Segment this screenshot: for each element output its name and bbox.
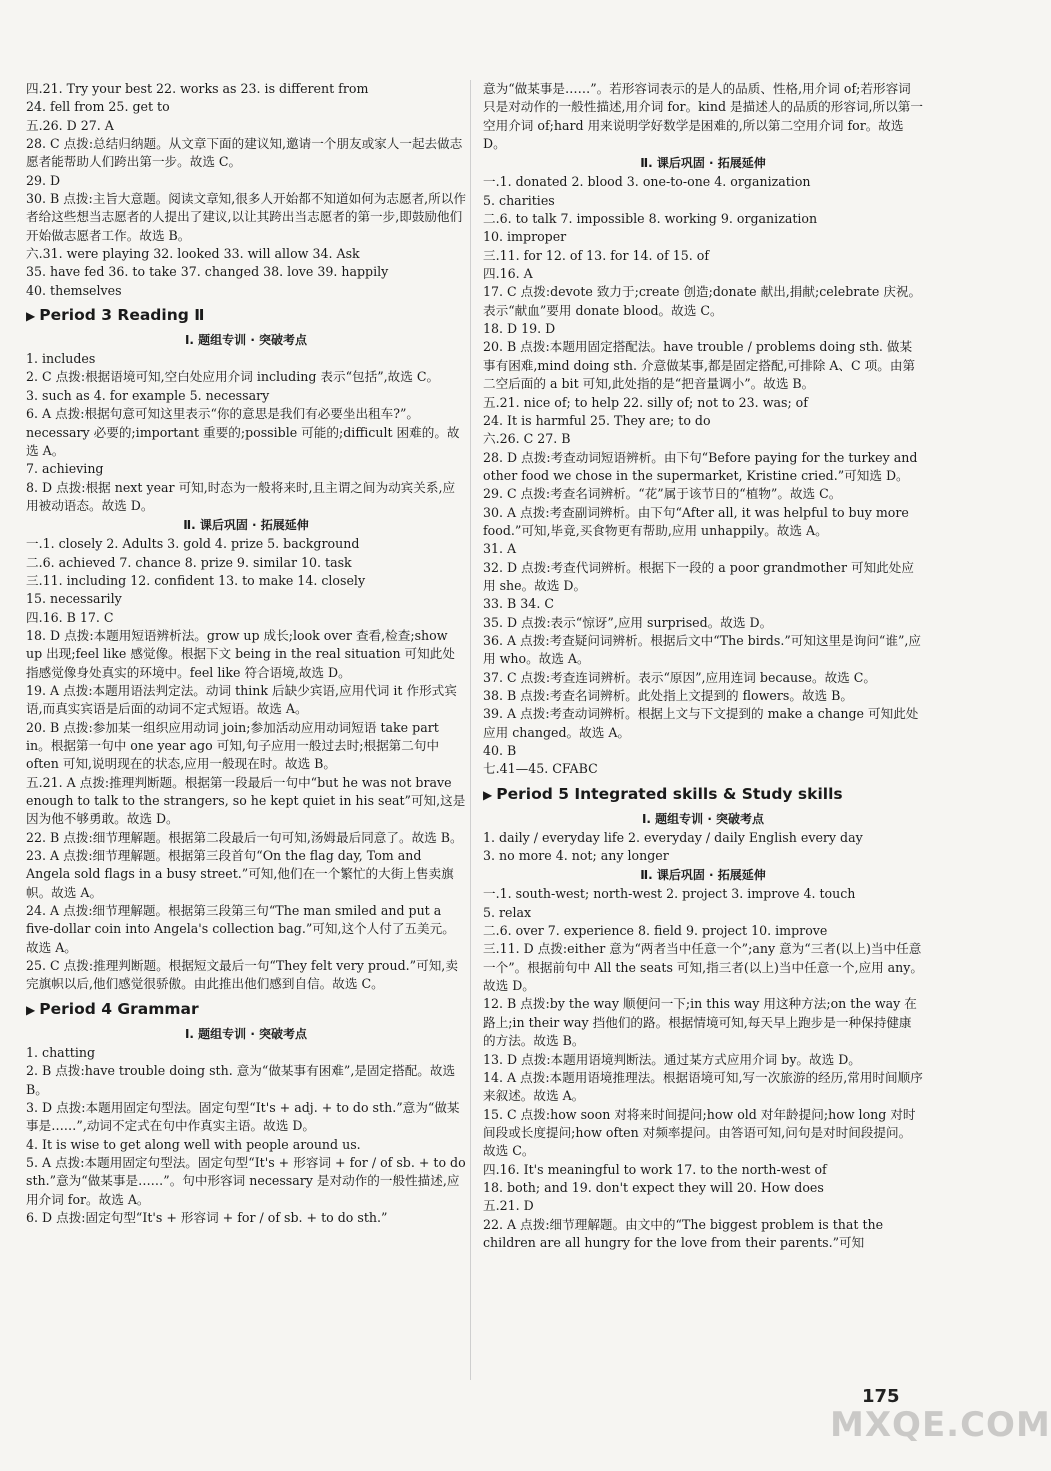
answer-line: 3. no more 4. not; any longer	[483, 848, 669, 864]
answer-line: 1. chatting	[26, 1044, 96, 1060]
answer-line: 六.31. were playing 32. looked 33. will allow 34. Ask	[26, 246, 360, 262]
answer-line: 2. B 点拨:have trouble doing sth. 意为“做某事有困难”,是固定搭配。故选 B。	[26, 1063, 456, 1097]
answer-line: 4. It is wise to get along well with people around us.	[26, 1136, 361, 1152]
answer-line: 3. D 点拨:本题用固定句型法。固定句型“It's + adj. + to do sth.”意为“做某事是……”,动词不定式在句中作真实主语。故选 D。	[26, 1099, 460, 1134]
section-heading	[26, 996, 466, 1023]
answer-line: 三.11. D 点拨:either 意为“两者当中任意一个”;any 意为“三者(以上)当中任意一个”。根据前句中 All the seats 可知,指三者(以上)当中任意一个,应用 any。故选 D。	[483, 941, 923, 994]
answer-line: 33. B 34. C	[483, 596, 554, 612]
subsection-heading: Ⅱ. 课后巩固 · 拓展延伸	[640, 156, 766, 171]
triangle-bullet-icon: ▶	[26, 1002, 36, 1017]
subsection-heading: Ⅰ. 题组专训 · 突破考点	[184, 333, 308, 348]
answer-line: 25. C 点拨:推理判断题。根据短文最后一句“They felt very proud.”可知,卖完旗帜以后,他们感觉很骄傲。由此推出他们感到自信。故选 C。	[26, 958, 458, 992]
answer-line: 13. D 点拨:本题用语境判断法。通过某方式应用介词 by。故选 D。	[483, 1051, 861, 1067]
answer-line: 六.26. C 27. B	[483, 431, 571, 447]
answer-line: 35. D 点拨:表示“惊讶”,应用 surprised。故选 D。	[483, 614, 773, 630]
section-heading	[483, 781, 923, 808]
answer-line: 5. relax	[483, 904, 532, 920]
answer-line: 二.6. over 7. experience 8. field 9. project 10. improve	[483, 923, 828, 939]
answer-line: 四.16. It's meaningful to work 17. to the north-west of	[483, 1161, 827, 1177]
answer-line: 5. A 点拨:本题用固定句型法。固定句型“It's + 形容词 + for / of sb. + to do sth.”意为“做某事是……”。句中形容词 necessary 是对动作的一般性描述,应用介词 for。故选 A。	[26, 1154, 466, 1207]
subsection-heading: Ⅰ. 题组专训 · 突破考点	[641, 811, 765, 826]
answer-line: 24. A 点拨:细节理解题。根据第三段第三句“The man smiled and put a five-dollar coin into Angela's collection bag.”可知,这个人付了五美元。故选 A。	[26, 903, 455, 955]
answer-line: 20. B 点拨:本题用固定搭配法。have trouble / problems doing sth. 做某事有困难,mind doing sth. 介意做某事,都是固定搭配,可排除 A、C 项。由第二空后面的 a bit 可知,此处指的是“把音量调小”。故选 B。	[483, 339, 916, 392]
answer-line: 29. C 点拨:考查名词辨析。“花”属于该节日的“植物”。故选 C。	[483, 486, 842, 502]
answer-line: 6. A 点拨:根据句意可知这里表示“你的意思是我们有必要坐出租车?”。necessary 必要的;important 重要的;possible 可能的;difficult 困难的。故选 A。	[26, 406, 460, 458]
section-heading-text: Period 3 Reading Ⅱ	[39, 306, 205, 325]
answer-line: 17. C 点拨:devote 致力于;create 创造;donate 献出,捐献;celebrate 庆祝。表示“献血”要用 donate blood。故选 C。	[483, 284, 922, 318]
answer-line: 一.1. closely 2. Adults 3. gold 4. prize 5. background	[26, 536, 360, 552]
answer-line: 一.1. donated 2. blood 3. one-to-one 4. organization	[483, 174, 811, 190]
answer-line: 3. such as 4. for example 5. necessary	[26, 387, 270, 403]
answer-line: 30. A 点拨:考查副词辨析。由下句“After all, it was helpful to buy more food.”可知,毕竟,买食物更有帮助,应用 unhappily。故选 A。	[483, 504, 909, 538]
answer-line: 24. fell from 25. get to	[26, 99, 170, 115]
answer-line: 15. C 点拨:how soon 对将来时间提问;how old 对年龄提问;how long 对时间段或长度提问;how often 对频率提问。由答语可知,问句是对时间段提问。故选 C。	[483, 1106, 916, 1159]
triangle-bullet-icon: ▶	[26, 309, 36, 324]
answer-line: 32. D 点拨:考查代词辨析。根据下一段的 a poor grandmother 可知此处应用 she。故选 D。	[483, 559, 914, 593]
subsection-heading: Ⅱ. 课后巩固 · 拓展延伸	[640, 868, 766, 883]
answer-line: 7. achieving	[26, 461, 104, 477]
section-heading-text: Period 4 Grammar	[39, 999, 199, 1018]
answer-line: 1. includes	[26, 351, 96, 367]
answer-line: 38. B 点拨:考查名词辨析。此处指上文提到的 flowers。故选 B。	[483, 688, 853, 703]
answer-line: 29. D	[26, 172, 61, 188]
triangle-bullet-icon: ▶	[483, 787, 493, 802]
answer-line: 8. D 点拨:根据 next year 可知,时态为一般将来时,且主谓之间为动宾关系,应用被动语态。故选 D。	[26, 479, 456, 513]
answer-line: 6. D 点拨:固定句型“It's + 形容词 + for / of sb. + to do sth.”	[26, 1209, 388, 1225]
answer-line: 意为“做某事是……”。若形容词表示的是人的品质、性格,用介词 of;若形容词只是对动作的一般性描述,用介词 for。kind 是描述人的品质的形容词,所以第一空用介词 of;hard 用来说明学好数学是困难的,所以第二空用介词 for。故选 D。	[483, 81, 923, 152]
answer-line: 三.11. including 12. confident 13. to make 14. closely	[26, 572, 366, 588]
answer-line: 一.1. south-west; north-west 2. project 3. improve 4. touch	[483, 886, 856, 902]
left-column	[26, 80, 466, 1227]
answer-line: 四.16. B 17. C	[26, 609, 114, 625]
answer-line: 14. A 点拨:本题用语境推理法。根据语境可知,写一次旅游的经历,常用时间顺序来叙述。故选 A。	[483, 1069, 923, 1104]
answer-line: 五.21. nice of; to help 22. silly of; not to 23. was; of	[483, 394, 808, 410]
answer-line: 四.21. Try your best 22. works as 23. is different from	[26, 81, 369, 96]
column-divider	[470, 80, 471, 1380]
answer-line: 18. D 点拨:本题用短语辨析法。grow up 成长;look over 查看,检查;show up 出现;feel like 感觉像。根据下文 being in the real situation 可知此处指感觉像身处真实的环境中。feel like 符合语境,故选 D。	[26, 627, 455, 680]
answer-line: 28. D 点拨:考查动词短语辨析。由下句“Before paying for the turkey and other food we chose in the supermarket, Kristine cried.”可知选 D。	[483, 449, 918, 483]
answer-line: 二.6. to talk 7. impossible 8. working 9. organization	[483, 211, 818, 227]
answer-line: 19. A 点拨:本题用语法判定法。动词 think 后缺少宾语,应用代词 it 作形式宾语,而真实宾语是后面的动词不定式短语。故选 A。	[26, 682, 457, 717]
answer-line: 37. C 点拨:考查连词辨析。表示“原因”,应用连词 because。故选 C。	[483, 669, 877, 685]
answer-line: 40. B	[483, 743, 517, 759]
subsection-heading: Ⅱ. 课后巩固 · 拓展延伸	[183, 518, 309, 533]
answer-line: 五.21. A 点拨:推理判断题。根据第一段最后一句中“but he was not brave enough to talk to the strangers, so he kept quiet in his seat”可知,这是因为他不够勇敢。故选 D。	[26, 774, 466, 827]
answer-line: 28. C 点拨:总结归纳题。从文章下面的建议知,邀请一个朋友或家人一起去做志愿者能帮助人们跨出第一步。故选 C。	[26, 136, 463, 170]
answer-line: 1. daily / everyday life 2. everyday / daily English every day	[483, 829, 863, 845]
watermark: MXQE.COM	[830, 1405, 1051, 1445]
answer-line: 18. D 19. D	[483, 321, 556, 337]
answer-line: 2. C 点拨:根据语境可知,空白处应用介词 including 表示“包括”,故选 C。	[26, 369, 440, 385]
answer-line: 31. A	[483, 541, 517, 557]
answer-line: 二.6. achieved 7. chance 8. prize 9. similar 10. task	[26, 554, 352, 570]
answer-line: 22. B 点拨:细节理解题。根据第二段最后一句可知,汤姆最后同意了。故选 B。	[26, 829, 463, 845]
answer-line: 五.26. D 27. A	[26, 117, 114, 133]
answer-line: 22. A 点拨:细节理解题。由文中的“The biggest problem is that the children are all hungry for the love from their parents.”可知	[483, 1216, 884, 1250]
answer-line: 35. have fed 36. to take 37. changed 38. love 39. happily	[26, 264, 389, 280]
section-heading-text: Period 5 Integrated skills & Study skills	[496, 784, 843, 803]
answer-line: 39. A 点拨:考查动词辨析。根据上文与下文提到的 make a change 可知此处应用 changed。故选 A。	[483, 706, 919, 740]
answer-line: 24. It is harmful 25. They are; to do	[483, 412, 711, 428]
answer-line: 18. both; and 19. don't expect they will 20. How does	[483, 1179, 824, 1195]
right-column	[483, 80, 923, 1252]
answer-line: 30. B 点拨:主旨大意题。阅读文章知,很多人开始都不知道如何为志愿者,所以作者给这些想当志愿者的人提出了建议,以让其跨出当志愿者的第一步,即鼓励他们开始做志愿者工作。故选 B。	[26, 191, 466, 243]
section-heading	[26, 302, 466, 329]
answer-line: 四.16. A	[483, 266, 533, 282]
answer-line: 10. improper	[483, 229, 567, 245]
answer-line: 五.21. D	[483, 1198, 534, 1214]
answer-line: 12. B 点拨:by the way 顺便问一下;in this way 用这种方法;on the way 在路上;in their way 挡他们的路。根据情境可知,每天早上跑步是一种保持健康的方法。故选 B。	[483, 996, 917, 1049]
subsection-heading: Ⅰ. 题组专训 · 突破考点	[184, 1026, 308, 1041]
answer-line: 36. A 点拨:考查疑问词辨析。根据后文中“The birds.”可知这里是询问“谁”,应用 who。故选 A。	[483, 632, 921, 667]
answer-line: 40. themselves	[26, 282, 122, 298]
answer-line: 三.11. for 12. of 13. for 14. of 15. of	[483, 247, 710, 263]
page-number: 175	[862, 1386, 900, 1407]
answer-line: 5. charities	[483, 192, 555, 208]
answer-line: 15. necessarily	[26, 591, 122, 607]
answer-line: 23. A 点拨:细节理解题。根据第三段首句“On the flag day, Tom and Angela sold flags in a busy street.”可知,他们在一个繁忙的大街上售卖旗帜。故选 A。	[26, 848, 454, 900]
answer-line: 20. B 点拨:参加某一组织应用动词 join;参加活动应用动词短语 take part in。根据第一句中 one year ago 可知,句子应用一般过去时;根据第二句中 often 可知,说明现在的状态,应用一般现在时。故选 B。	[26, 719, 440, 772]
answer-line: 七.41—45. CFABC	[483, 761, 598, 777]
